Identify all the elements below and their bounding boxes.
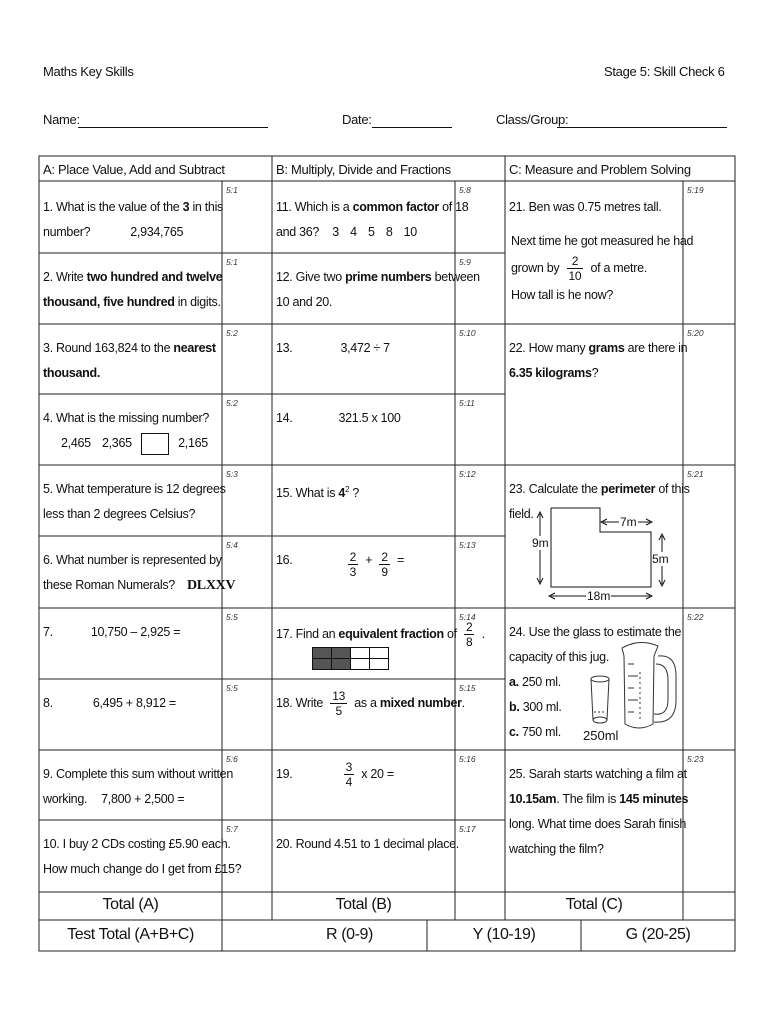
code-q12: 5:9 xyxy=(459,257,471,267)
question-25: 25. Sarah starts watching a film at 10.15am. The film is 145 minutes long. What time does Sarah finish watching the film? xyxy=(509,767,689,856)
glass-label: 250ml xyxy=(583,728,619,743)
band-green-label: G (20-25) xyxy=(625,926,691,943)
band-red-label: R (0-9) xyxy=(326,926,373,943)
question-23: 23. Calculate the perimeter of this field. xyxy=(509,482,690,521)
question-13: 13. 3,472 ÷ 7 xyxy=(276,341,390,355)
total-b-label: Total (B) xyxy=(335,896,392,913)
code-q9: 5:6 xyxy=(226,754,238,764)
column-header-a: A: Place Value, Add and Subtract xyxy=(43,162,225,177)
label-9m: 9m xyxy=(532,536,549,550)
code-q10: 5:7 xyxy=(226,824,238,834)
question-19: 19. $\frac{3}{4}$ x 20 = xyxy=(276,760,394,789)
question-6: 6. What number is represented by these Roman Numerals? DLXXV xyxy=(43,553,236,593)
code-q13: 5:10 xyxy=(459,328,476,338)
code-q8: 5:5 xyxy=(226,683,238,693)
code-q19: 5:16 xyxy=(459,754,476,764)
column-header-b: B: Multiply, Divide and Fractions xyxy=(276,162,451,177)
code-q21: 5:19 xyxy=(687,185,704,195)
jug-icon xyxy=(622,642,676,728)
question-21-continued: Next time he got measured he had grown by $\frac{2}{10}$ of a metre. How tall is he now? xyxy=(511,234,694,302)
question-7: 7. 10,750 – 2,925 = xyxy=(43,625,181,639)
question-1: 1. What is the value of the 3 in this number? 2,934,765 xyxy=(43,200,223,239)
question-11: 11. Which is a common factor of 18 and 36? 3 4 5 8 10 xyxy=(276,200,469,239)
code-q1: 5:1 xyxy=(226,185,238,195)
code-q17: 5:14 xyxy=(459,612,476,622)
test-total-label: Test Total (A+B+C) xyxy=(67,926,194,943)
question-10: 10. I buy 2 CDs costing £5.90 each. How much change do I get from £15? xyxy=(43,837,242,876)
total-c-label: Total (C) xyxy=(565,896,623,913)
question-24: 24. Use the glass to estimate the capacity of this jug. a. 250 ml. b. 300 ml. c. 750 ml. xyxy=(509,625,682,739)
stage-label: Stage 5: Skill Check 6 xyxy=(604,64,725,79)
worksheet-title: Maths Key Skills xyxy=(43,64,134,79)
question-22: 22. How many grams are there in 6.35 kilograms? xyxy=(509,341,688,380)
date-label: Date: xyxy=(342,112,372,127)
question-17: 17. Find an equivalent fraction of $\frac{2}{8}$ . xyxy=(276,620,485,649)
code-q24: 5:22 xyxy=(687,612,704,622)
label-7m: 7m xyxy=(620,515,637,529)
code-q25: 5:23 xyxy=(687,754,704,764)
code-q23: 5:21 xyxy=(687,469,704,479)
question-20: 20. Round 4.51 to 1 decimal place. xyxy=(276,837,459,851)
code-q5: 5:3 xyxy=(226,469,238,479)
question-18: 18. Write $\frac{13}{5}$ as a mixed number. xyxy=(276,689,465,718)
code-q4: 5:2 xyxy=(226,398,238,408)
band-yellow-label: Y (10-19) xyxy=(472,926,536,943)
label-18m: 18m xyxy=(587,589,611,603)
total-a-label: Total (A) xyxy=(102,896,159,913)
code-q22: 5:20 xyxy=(687,328,704,338)
code-q2: 5:1 xyxy=(226,257,238,267)
code-q18: 5:15 xyxy=(459,683,476,693)
code-q11: 5:8 xyxy=(459,185,471,195)
question-21: 21. Ben was 0.75 metres tall. xyxy=(509,200,662,214)
code-q20: 5:17 xyxy=(459,824,476,834)
question-5: 5. What temperature is 12 degrees less than 2 degrees Celsius? xyxy=(43,482,226,521)
code-q16: 5:13 xyxy=(459,540,476,550)
code-q7: 5:5 xyxy=(226,612,238,622)
column-header-c: C: Measure and Problem Solving xyxy=(509,162,691,177)
question-9: 9. Complete this sum without written working. 7,800 + 2,500 = xyxy=(43,767,233,806)
label-5m: 5m xyxy=(652,552,669,566)
question-16: 16. $\frac{2}{3}$ + $\frac{2}{9}$ = xyxy=(276,550,404,579)
class-label: Class/Group: xyxy=(496,112,569,127)
code-q3: 5:2 xyxy=(226,328,238,338)
code-q6: 5:4 xyxy=(226,540,238,550)
question-12: 12. Give two prime numbers between 10 and 20. xyxy=(276,270,480,309)
code-q14: 5:11 xyxy=(459,398,475,408)
question-15: 15. What is $4^2$ ? xyxy=(276,485,360,501)
code-q15: 5:12 xyxy=(459,469,476,479)
glass-icon xyxy=(591,676,609,723)
question-14: 14. 321.5 x 100 xyxy=(276,411,401,425)
question-2: 2. Write two hundred and twelve thousand, five hundred in digits. xyxy=(43,270,223,309)
question-4: 4. What is the missing number? 2,465 2,365 2,165 xyxy=(43,406,209,456)
question-3: 3. Round 163,824 to the nearest thousand. xyxy=(43,341,216,380)
name-label: Name: xyxy=(43,112,80,127)
question-8: 8. 6,495 + 8,912 = xyxy=(43,696,176,710)
